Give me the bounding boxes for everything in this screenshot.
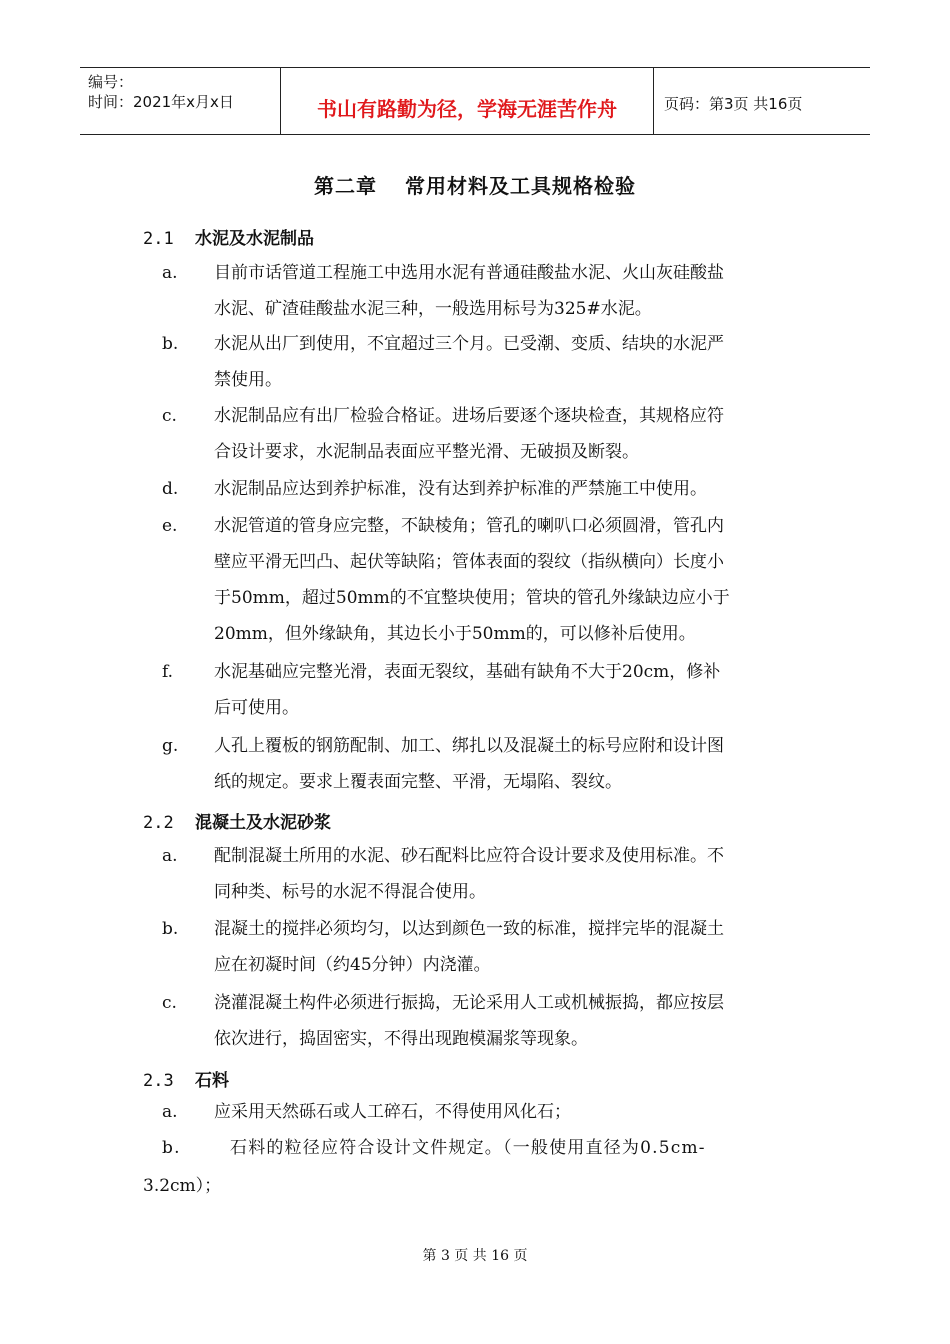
item-line: 禁使用。 [214, 370, 282, 390]
list-item [162, 728, 810, 800]
item-line: 于50mm，超过50mm的不宜整块使用；管块的管孔外缘缺边应小于 [214, 588, 730, 608]
section-title: 水泥及水泥制品 [195, 229, 314, 249]
item-marker: f. [162, 662, 174, 682]
item-line: 水泥、矿渣硅酸盐水泥三种，一般选用标号为325#水泥。 [214, 299, 652, 319]
item-line: 水泥制品应有出厂检验合格证。进场后要逐个逐块检查，其规格应符 [214, 406, 724, 426]
section-number: 2.3 [143, 1071, 174, 1091]
item-line: 壁应平滑无凹凸、起伏等缺陷；管体表面的裂纹（指纵横向）长度小 [214, 552, 724, 572]
item-marker: c. [162, 993, 177, 1013]
section-title: 石料 [195, 1071, 229, 1091]
list-item [162, 985, 810, 1057]
header-meta [80, 68, 280, 134]
item-marker: b. [162, 1138, 181, 1158]
list-item [162, 1094, 810, 1130]
item-marker: b. [162, 334, 179, 354]
item-line: 应在初凝时间（约45分钟）内浇灌。 [214, 955, 491, 975]
section-number: 2.1 [143, 229, 174, 249]
section-number: 2.2 [143, 813, 174, 833]
item-line: 混凝土的搅拌必须均匀，以达到颜色一致的标准，搅拌完毕的混凝土 [214, 919, 724, 939]
chapter-title [0, 170, 950, 199]
section-heading [143, 808, 331, 833]
list-item [162, 398, 810, 470]
item-marker: e. [162, 516, 178, 536]
item-marker: b. [162, 919, 179, 939]
item-marker: c. [162, 406, 177, 426]
item-line: 石料的粒径应符合设计文件规定。（一般使用直径为0.5cm- [230, 1138, 706, 1158]
list-item [162, 838, 810, 910]
list-item [162, 326, 810, 398]
date-label: 时间：2021年x月x日 [88, 93, 234, 111]
item-line: 水泥管道的管身应完整，不缺棱角；管孔的喇叭口必须圆滑，管孔内 [214, 516, 724, 536]
list-item [162, 508, 810, 652]
item-line: 同种类、标号的水泥不得混合使用。 [214, 882, 486, 902]
list-item [162, 255, 810, 327]
item-line: 目前市话管道工程施工中选用水泥有普通硅酸盐水泥、火山灰硅酸盐 [214, 263, 724, 283]
list-item [162, 911, 810, 983]
item-marker: g. [162, 736, 179, 756]
section-title: 混凝土及水泥砂浆 [195, 813, 331, 833]
list-item [162, 1130, 810, 1166]
item-line: 水泥制品应达到养护标准，没有达到养护标准的严禁施工中使用。 [214, 479, 707, 499]
item-line: 纸的规定。要求上覆表面完整、平滑，无塌陷、裂纹。 [214, 772, 622, 792]
header-page-cell [654, 68, 870, 134]
list-item [162, 654, 810, 726]
chapter-name: 常用材料及工具规格检验 [405, 174, 636, 198]
item-line: 依次进行，捣固密实，不得出现跑模漏浆等现象。 [214, 1029, 588, 1049]
item-line: 人孔上覆板的钢筋配制、加工、绑扎以及混凝土的标号应附和设计图 [214, 736, 724, 756]
header-motto-cell [280, 68, 654, 134]
chapter-number: 第二章 [314, 174, 377, 198]
item-line: 配制混凝土所用的水泥、砂石配料比应符合设计要求及使用标准。不 [214, 846, 724, 866]
page-info: 页码：第3页 共16页 [664, 95, 803, 113]
number-label: 编号： [88, 73, 134, 91]
list-item [162, 471, 810, 507]
item-line: 应采用天然砾石或人工碎石，不得使用风化石； [214, 1102, 571, 1122]
page-header [80, 67, 870, 135]
item-line: 20mm，但外缘缺角，其边长小于50mm的，可以修补后使用。 [214, 624, 696, 644]
page-footer: 第 3 页 共 16 页 [422, 1248, 528, 1264]
item-marker: a. [162, 1102, 178, 1122]
item-line: 浇灌混凝土构件必须进行振捣，无论采用人工或机械振捣，都应按层 [214, 993, 724, 1013]
motto: 书山有路勤为径，学海无涯苦作舟 [317, 97, 617, 121]
item-line: 合设计要求，水泥制品表面应平整光滑、无破损及断裂。 [214, 442, 639, 462]
section-heading [143, 224, 314, 249]
item-marker: a. [162, 846, 178, 866]
item-line: 后可使用。 [214, 698, 299, 718]
item-line: 水泥从出厂到使用，不宜超过三个月。已受潮、变质、结块的水泥严 [214, 334, 724, 354]
item-line: 水泥基础应完整光滑，表面无裂纹，基础有缺角不大于20cm，修补 [214, 662, 721, 682]
item-continuation: 3.2cm）； [143, 1176, 222, 1196]
item-marker: d. [162, 479, 179, 499]
item-marker: a. [162, 263, 178, 283]
section-heading [143, 1066, 229, 1091]
